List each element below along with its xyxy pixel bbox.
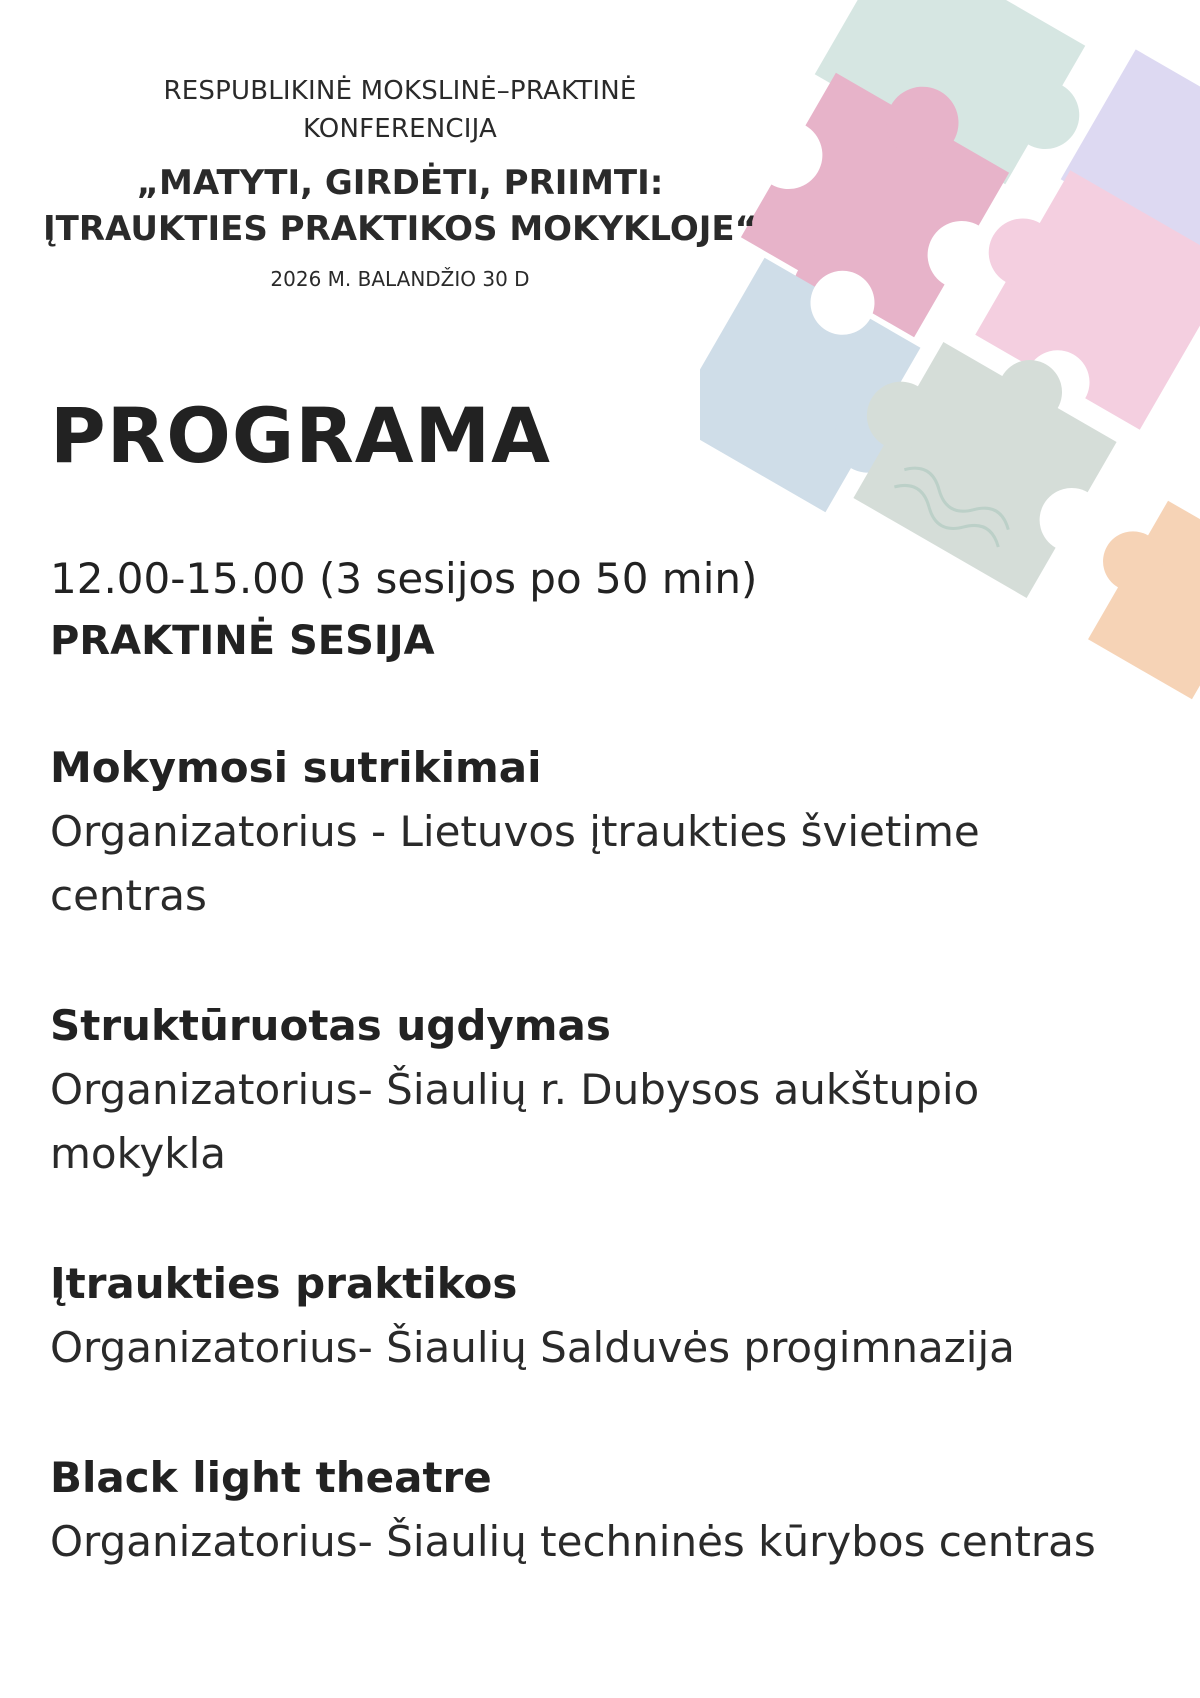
workshop-list [50,736,1160,1574]
workshop-item [50,736,1160,928]
workshop-organizer-line-1: Organizatorius- Šiaulių Salduvės progimnazija [50,1323,1015,1372]
workshop-title: Black light theatre [50,1453,492,1502]
page-title: PROGRAMA [50,391,551,480]
conference-date: 2026 M. BALANDŽIO 30 D [270,267,530,291]
conference-type [40,72,760,148]
workshop-organizer-line-1: Organizatorius - Lietuvos įtraukties švietime [50,807,980,856]
workshop-organizer-line-2: mokykla [50,1129,227,1178]
workshop-organizer [50,1316,1160,1380]
workshop-item [50,1446,1160,1574]
conference-type-line-1: RESPUBLIKINĖ MOKSLINĖ–PRAKTINĖ [163,76,637,106]
workshop-organizer-line-1: Organizatorius- Šiaulių r. Dubysos aukštupio [50,1065,980,1114]
workshop-item [50,1252,1160,1380]
workshop-title: Struktūruotas ugdymas [50,1001,611,1050]
workshop-title: Įtraukties praktikos [50,1259,518,1308]
conference-header [40,72,760,294]
conference-type-line-2: KONFERENCIJA [302,114,498,144]
workshop-organizer [50,800,1160,928]
workshop-organizer [50,1058,1160,1186]
conference-title-line-1: „MATYTI, GIRDĖTI, PRIIMTI: [136,163,664,203]
session-name: PRAKTINĖ SESIJA [50,618,435,664]
session-info [50,548,1150,672]
workshop-organizer-line-1: Organizatorius- Šiaulių techninės kūrybos centras [50,1517,1096,1566]
session-time: 12.00-15.00 (3 sesijos po 50 min) [50,554,758,603]
workshop-item [50,994,1160,1186]
workshop-title: Mokymosi sutrikimai [50,743,542,792]
workshop-organizer [50,1510,1160,1574]
conference-title-line-2: ĮTRAUKTIES PRAKTIKOS MOKYKLOJE“ [43,209,757,249]
conference-title [40,160,760,252]
workshop-organizer-line-2: centras [50,871,207,920]
